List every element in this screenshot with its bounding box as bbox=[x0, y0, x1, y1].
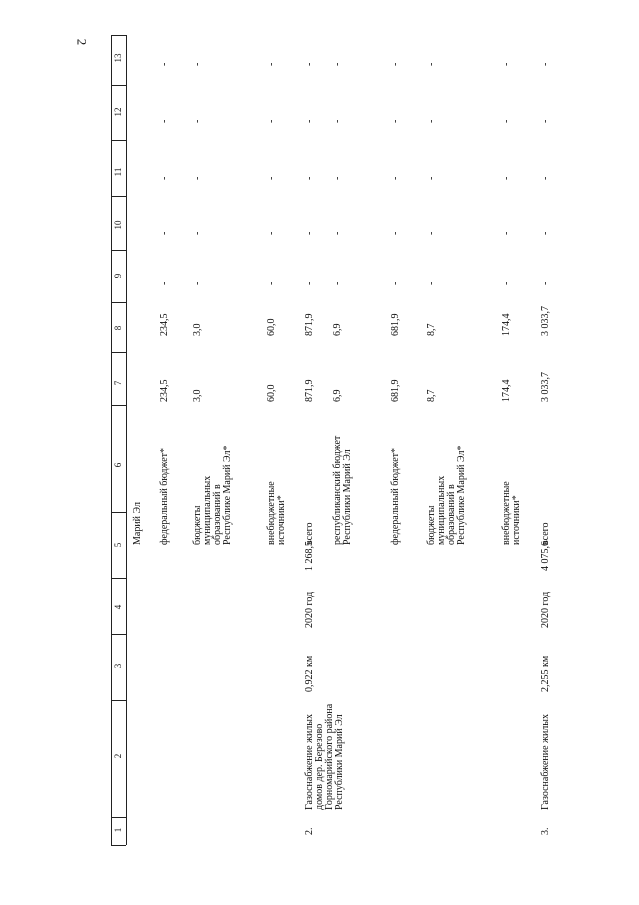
value-cell-v8: 60,0 bbox=[266, 318, 277, 336]
column-separator bbox=[111, 196, 126, 197]
value-cell-v13: - bbox=[426, 62, 437, 66]
value-cell-v10: - bbox=[390, 231, 401, 235]
value-cell-v12: - bbox=[159, 119, 170, 123]
funding-source-label: внебюджетные источники* bbox=[266, 481, 287, 545]
value-cell-v11: - bbox=[192, 176, 203, 180]
value-cell-v13: - bbox=[192, 62, 203, 66]
object-name: Газоснабжение жилых bbox=[540, 713, 551, 810]
row-number: 2. bbox=[304, 827, 315, 835]
funding-source-label: всего bbox=[304, 522, 315, 545]
value-cell-v10: - bbox=[304, 231, 315, 235]
length-value: 0,922 км bbox=[304, 655, 315, 692]
value-cell-v7: 3 033,7 bbox=[540, 372, 551, 402]
column-number-6: 6 bbox=[113, 462, 123, 468]
value-cell-v12: - bbox=[304, 119, 315, 123]
value-cell-v7: 8,7 bbox=[426, 389, 437, 402]
value-cell-v13: - bbox=[304, 62, 315, 66]
length-value: 2,255 км bbox=[540, 655, 551, 692]
value-cell-v7: 681,9 bbox=[390, 379, 401, 402]
value-cell-v8: 174,4 bbox=[501, 313, 512, 336]
page-number: 2 bbox=[74, 38, 90, 46]
column-separator bbox=[111, 85, 126, 86]
funding-source-label: бюджеты муниципальных образований в Республике Марий Эл* bbox=[192, 445, 233, 545]
value-cell-v10: - bbox=[192, 231, 203, 235]
value-cell-v10: - bbox=[501, 231, 512, 235]
row-number: 3. bbox=[540, 827, 551, 835]
column-number-1: 1 bbox=[113, 827, 123, 833]
value-cell-v13: - bbox=[332, 62, 343, 66]
value-cell-v13: - bbox=[390, 62, 401, 66]
column-number-4: 4 bbox=[113, 604, 123, 610]
column-number-8: 8 bbox=[113, 325, 123, 331]
funding-source-label: Марий Эл bbox=[132, 502, 143, 545]
value-cell-v9: - bbox=[426, 281, 437, 285]
year-value: 2020 год bbox=[540, 591, 551, 628]
value-cell-v11: - bbox=[304, 176, 315, 180]
value-cell-v11: - bbox=[390, 176, 401, 180]
column-separator bbox=[111, 405, 126, 406]
value-cell-v9: - bbox=[540, 281, 551, 285]
column-separator bbox=[111, 700, 126, 701]
value-cell-v11: - bbox=[159, 176, 170, 180]
object-name: Газоснабжение жилых домов дер. Березово Горномарийского района Республики Марий Эл bbox=[304, 703, 345, 810]
funding-source-label: федеральный бюджет* bbox=[390, 447, 401, 545]
value-cell-v12: - bbox=[540, 119, 551, 123]
value-cell-v7: 871,9 bbox=[304, 379, 315, 402]
cost-value: 4 075,6 bbox=[540, 541, 551, 571]
value-cell-v13: - bbox=[540, 62, 551, 66]
value-cell-v8: 8,7 bbox=[426, 323, 437, 336]
column-number-header bbox=[111, 35, 127, 845]
value-cell-v13: - bbox=[501, 62, 512, 66]
value-cell-v9: - bbox=[266, 281, 277, 285]
value-cell-v9: - bbox=[501, 281, 512, 285]
value-cell-v9: - bbox=[192, 281, 203, 285]
value-cell-v8: 871,9 bbox=[304, 313, 315, 336]
value-cell-v13: - bbox=[266, 62, 277, 66]
funding-source-label: бюджеты муниципальных образований в Республике Марий Эл* bbox=[426, 445, 467, 545]
column-separator bbox=[111, 250, 126, 251]
value-cell-v10: - bbox=[426, 231, 437, 235]
value-cell-v13: - bbox=[159, 62, 170, 66]
column-number-7: 7 bbox=[113, 380, 123, 386]
year-value: 2020 год bbox=[304, 591, 315, 628]
value-cell-v8: 6,9 bbox=[332, 323, 343, 336]
value-cell-v8: 681,9 bbox=[390, 313, 401, 336]
column-number-2: 2 bbox=[113, 753, 123, 759]
column-number-12: 12 bbox=[113, 107, 123, 117]
column-number-11: 11 bbox=[113, 167, 123, 177]
column-separator bbox=[111, 512, 126, 513]
value-cell-v9: - bbox=[304, 281, 315, 285]
value-cell-v10: - bbox=[540, 231, 551, 235]
value-cell-v12: - bbox=[501, 119, 512, 123]
column-separator bbox=[111, 352, 126, 353]
value-cell-v11: - bbox=[266, 176, 277, 180]
value-cell-v8: 3 033,7 bbox=[540, 306, 551, 336]
value-cell-v7: 6,9 bbox=[332, 389, 343, 402]
funding-source-label: федеральный бюджет* bbox=[159, 447, 170, 545]
value-cell-v7: 234,5 bbox=[159, 379, 170, 402]
value-cell-v11: - bbox=[332, 176, 343, 180]
funding-source-label: всего bbox=[540, 522, 551, 545]
value-cell-v12: - bbox=[390, 119, 401, 123]
value-cell-v10: - bbox=[266, 231, 277, 235]
value-cell-v9: - bbox=[332, 281, 343, 285]
value-cell-v10: - bbox=[332, 231, 343, 235]
column-number-3: 3 bbox=[113, 663, 123, 669]
cost-value: 1 268,5 bbox=[304, 541, 315, 571]
funding-source-label: внебюджетные источники* bbox=[501, 481, 522, 545]
column-separator bbox=[111, 302, 126, 303]
value-cell-v9: - bbox=[390, 281, 401, 285]
column-separator bbox=[111, 817, 126, 818]
value-cell-v12: - bbox=[192, 119, 203, 123]
value-cell-v11: - bbox=[501, 176, 512, 180]
funding-source-label: республиканский бюджет Республики Марий Эл bbox=[332, 435, 353, 545]
value-cell-v7: 60,0 bbox=[266, 384, 277, 402]
column-number-10: 10 bbox=[113, 220, 123, 230]
value-cell-v10: - bbox=[159, 231, 170, 235]
value-cell-v8: 234,5 bbox=[159, 313, 170, 336]
value-cell-v12: - bbox=[332, 119, 343, 123]
value-cell-v11: - bbox=[540, 176, 551, 180]
column-separator bbox=[111, 578, 126, 579]
column-separator bbox=[111, 140, 126, 141]
column-separator bbox=[111, 35, 126, 36]
value-cell-v7: 174,4 bbox=[501, 379, 512, 402]
column-number-13: 13 bbox=[113, 53, 123, 63]
column-separator bbox=[111, 634, 126, 635]
column-number-5: 5 bbox=[113, 542, 123, 548]
value-cell-v9: - bbox=[159, 281, 170, 285]
value-cell-v8: 3,0 bbox=[192, 323, 203, 336]
value-cell-v7: 3,0 bbox=[192, 389, 203, 402]
value-cell-v12: - bbox=[266, 119, 277, 123]
column-separator bbox=[111, 845, 126, 846]
value-cell-v11: - bbox=[426, 176, 437, 180]
column-number-9: 9 bbox=[113, 273, 123, 279]
value-cell-v12: - bbox=[426, 119, 437, 123]
